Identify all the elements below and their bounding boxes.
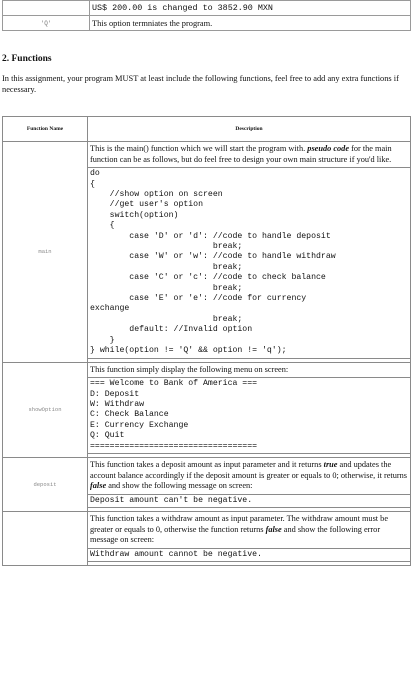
description-text: This function takes a withdraw amount as input parameter. The withdraw amount must be greater or equals to 0, otherwise the function returns false and show the following error message on screen: xyxy=(90,514,389,545)
description-text: This function takes a deposit amount as input parameter and it returns true and updates the account balance accordingly if the deposit amount is greater or equals to 0; otherwise, it returns false and show the following message on screen: xyxy=(90,459,408,491)
function-description xyxy=(88,457,411,511)
table-row xyxy=(3,512,411,566)
function-name: showOption xyxy=(3,362,88,457)
code-block xyxy=(87,548,411,562)
column-header-description: Description xyxy=(88,117,411,142)
function-description xyxy=(88,362,411,457)
table-row xyxy=(3,362,411,457)
menu-output: === Welcome to Bank of America === D: Deposit W: Withdraw C: Check Balance E: Currency Exchange Q: Quit ================================== xyxy=(90,379,258,451)
function-description xyxy=(88,142,411,363)
table-row xyxy=(3,1,411,16)
code-block xyxy=(87,167,411,358)
function-name: main xyxy=(3,142,88,363)
error-message: Withdraw amount cannot be negative. xyxy=(90,549,262,559)
function-name: deposit xyxy=(3,457,88,511)
option-key xyxy=(3,1,90,16)
option-description: US$ 200.00 is changed to 3852.90 MXN xyxy=(90,1,411,16)
table-header-row xyxy=(3,117,411,142)
error-message: Deposit amount can't be negative. xyxy=(90,495,253,505)
option-description: This option termniates the program. xyxy=(90,16,411,31)
section-title: 2. Functions xyxy=(2,54,52,64)
code-block xyxy=(87,494,411,508)
options-table xyxy=(2,0,411,31)
option-key: 'Q' xyxy=(3,16,90,31)
table-row xyxy=(3,16,411,31)
code-block xyxy=(87,377,411,454)
table-row xyxy=(3,142,411,363)
function-name xyxy=(3,512,88,566)
intro-paragraph: In this assignment, your program MUST at least include the following functions, feel free to add any extra functions if necessary. xyxy=(2,74,399,94)
function-description xyxy=(88,512,411,566)
description-text: This function simply display the following menu on screen: xyxy=(90,364,289,374)
column-header-function-name: Function Name xyxy=(3,117,88,142)
pseudo-code: do { //show option on screen //get user's option switch(option) { case 'D' or 'd': //code to handle deposit break; case 'W' or 'w': //code to handle withdraw break; case 'C' or 'c': //code to check balance break; case 'E' or 'e': //code for currency exchange break; default: //Invalid option } } while(option != 'Q' && option != 'q'); xyxy=(90,169,336,356)
description-text: This is the main() function which we will start the program with. pseudo code for the main function can be as follows, but do feel free to design your own main structure if you'd like. xyxy=(90,144,392,164)
table-row xyxy=(3,457,411,511)
functions-table xyxy=(2,116,411,566)
